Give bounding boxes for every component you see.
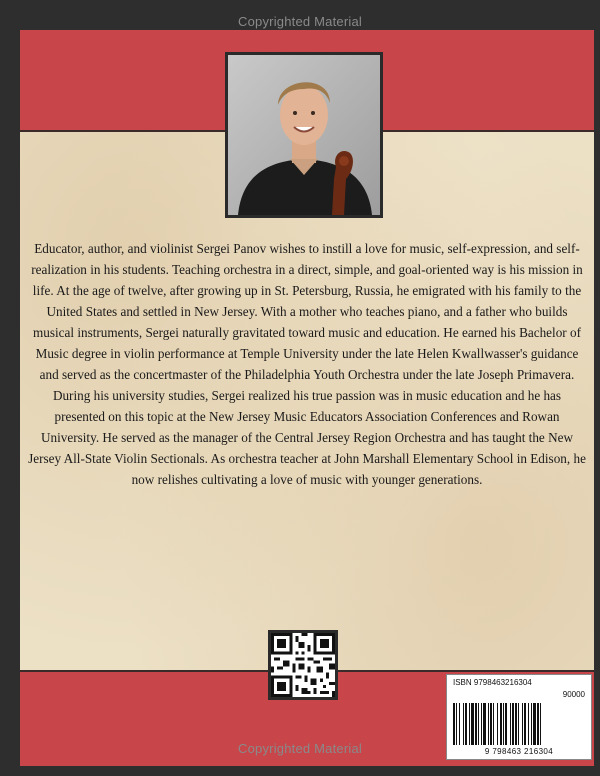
author-photo — [225, 52, 383, 218]
qr-code — [268, 630, 338, 700]
price-code: 90000 — [562, 690, 585, 699]
barcode-bars — [453, 703, 585, 745]
barcode-digits: 9 798463 216304 — [484, 747, 554, 756]
watermark-top: Copyrighted Material — [238, 14, 362, 29]
back-cover — [20, 30, 594, 764]
watermark-bottom: Copyrighted Material — [238, 741, 362, 756]
author-bio: Educator, author, and violinist Sergei Panov wishes to instill a love for music, self-expression, and self-realization in his students. Teaching orchestra in a direct, simple, and goal-oriented way is his mission in life. At the age of twelve, after growing up in St. Petersburg, Russia, he emigrated with his family to the United States and settled in New Jersey. With a mother who teaches piano, and a father who builds musical instruments, Sergei naturally gravitated toward music and education. He earned his Bachelor of Music degree in violin performance at Temple University under the late Helen Kwallwasser's guidance and served as the concertmaster of the Philadelphia Youth Orchestra under the late Joseph Primavera. During his university studies, Sergei realized his true passion was in music education and he has presented on this topic at the New Jersey Music Educators Association Conferences and Rowan University. He served as the manager of the Central Jersey Region Orchestra and has taught the New Jersey All-State Violin Sectionals. As orchestra teacher at John Marshall Elementary School in Edison, he now relishes cultivating a love of music with younger generations. — [28, 241, 586, 487]
isbn-label: ISBN 9798463216304 — [453, 678, 532, 687]
